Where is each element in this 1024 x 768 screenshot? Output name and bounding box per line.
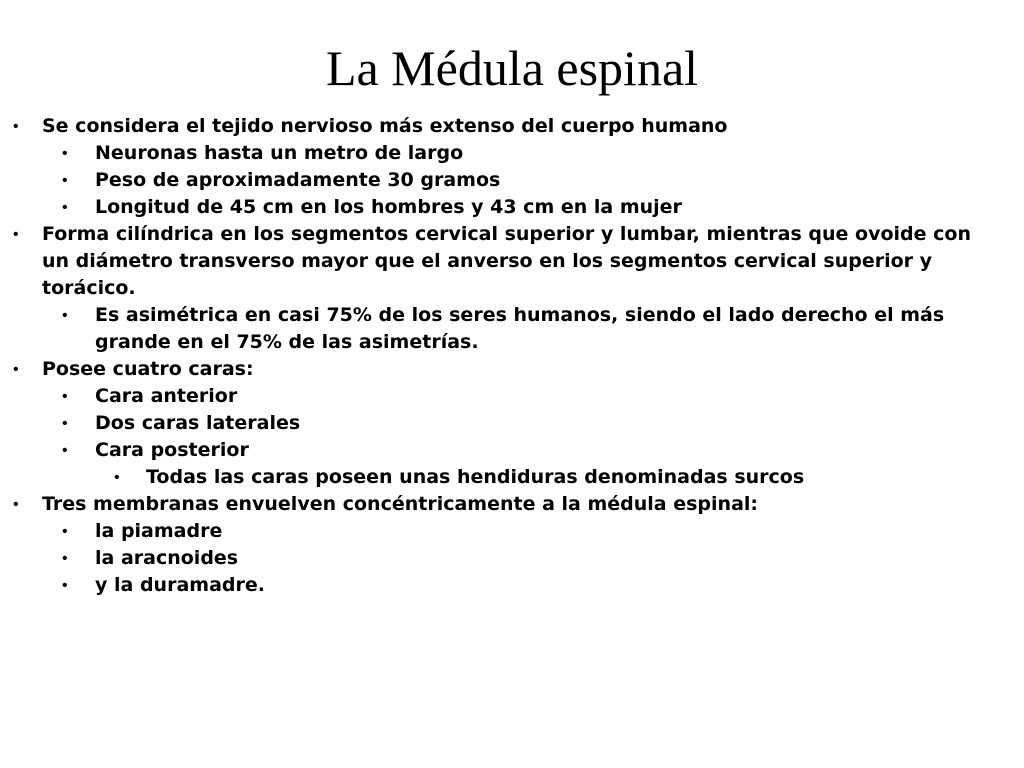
bullet-item <box>0 221 1024 302</box>
sub-bullet-item <box>0 140 1024 167</box>
bullet-text: Neuronas hasta un metro de largo <box>95 142 464 164</box>
bullet-icon: • <box>13 361 19 378</box>
bullet-text: Forma cilíndrica en los segmentos cervical superior y lumbar, mientras que ovoide con un diámetro transverso mayor que el anverso en los segmentos cervical superior y torácico. <box>42 223 971 299</box>
bullet-text: Posee cuatro caras: <box>42 358 254 380</box>
sub-bullet-item <box>0 572 1024 599</box>
bullet-text: Peso de aproximadamente 30 gramos <box>95 169 501 191</box>
bullet-item <box>0 356 1024 383</box>
bullet-icon: • <box>114 469 120 486</box>
bullet-text: Tres membranas envuelven concéntricamente a la médula espinal: <box>42 493 759 515</box>
bullet-icon: • <box>62 577 68 594</box>
bullet-icon: • <box>62 388 68 405</box>
sub-bullet-item <box>0 437 1024 464</box>
bullet-list <box>0 113 1024 599</box>
bullet-text: Longitud de 45 cm en los hombres y 43 cm en la mujer <box>95 196 682 218</box>
bullet-icon: • <box>62 199 68 216</box>
bullet-text: Cara anterior <box>95 385 238 407</box>
sub-bullet-item <box>0 410 1024 437</box>
slide-title: La Médula espinal <box>325 40 699 96</box>
bullet-icon: • <box>62 145 68 162</box>
bullet-text: Se considera el tejido nervioso más extenso del cuerpo humano <box>42 115 728 137</box>
bullet-icon: • <box>62 523 68 540</box>
bullet-icon: • <box>13 226 19 243</box>
sub-bullet-item <box>0 194 1024 221</box>
bullet-text: la aracnoides <box>95 547 239 569</box>
bullet-item <box>0 491 1024 518</box>
bullet-icon: • <box>62 307 68 324</box>
bullet-text: Todas las caras poseen unas hendiduras denominadas surcos <box>146 466 805 488</box>
bullet-icon: • <box>62 442 68 459</box>
bullet-text: y la duramadre. <box>95 574 265 596</box>
bullet-text: Cara posterior <box>95 439 249 461</box>
bullet-icon: • <box>13 496 19 513</box>
bullet-icon: • <box>13 118 19 135</box>
bullet-icon: • <box>62 550 68 567</box>
sub-bullet-item <box>0 518 1024 545</box>
bullet-text: Dos caras laterales <box>95 412 301 434</box>
bullet-icon: • <box>62 415 68 432</box>
sub-bullet-item <box>0 167 1024 194</box>
bullet-icon: • <box>62 172 68 189</box>
bullet-text: la piamadre <box>95 520 223 542</box>
sub-bullet-item <box>0 545 1024 572</box>
sub-bullet-item <box>0 383 1024 410</box>
bullet-text: Es asimétrica en casi 75% de los seres humanos, siendo el lado derecho el más grande en el 75% de las asimetrías. <box>95 304 945 353</box>
sub-bullet-item <box>0 302 1024 356</box>
sub-sub-bullet-item <box>0 464 1024 491</box>
bullet-item <box>0 113 1024 140</box>
